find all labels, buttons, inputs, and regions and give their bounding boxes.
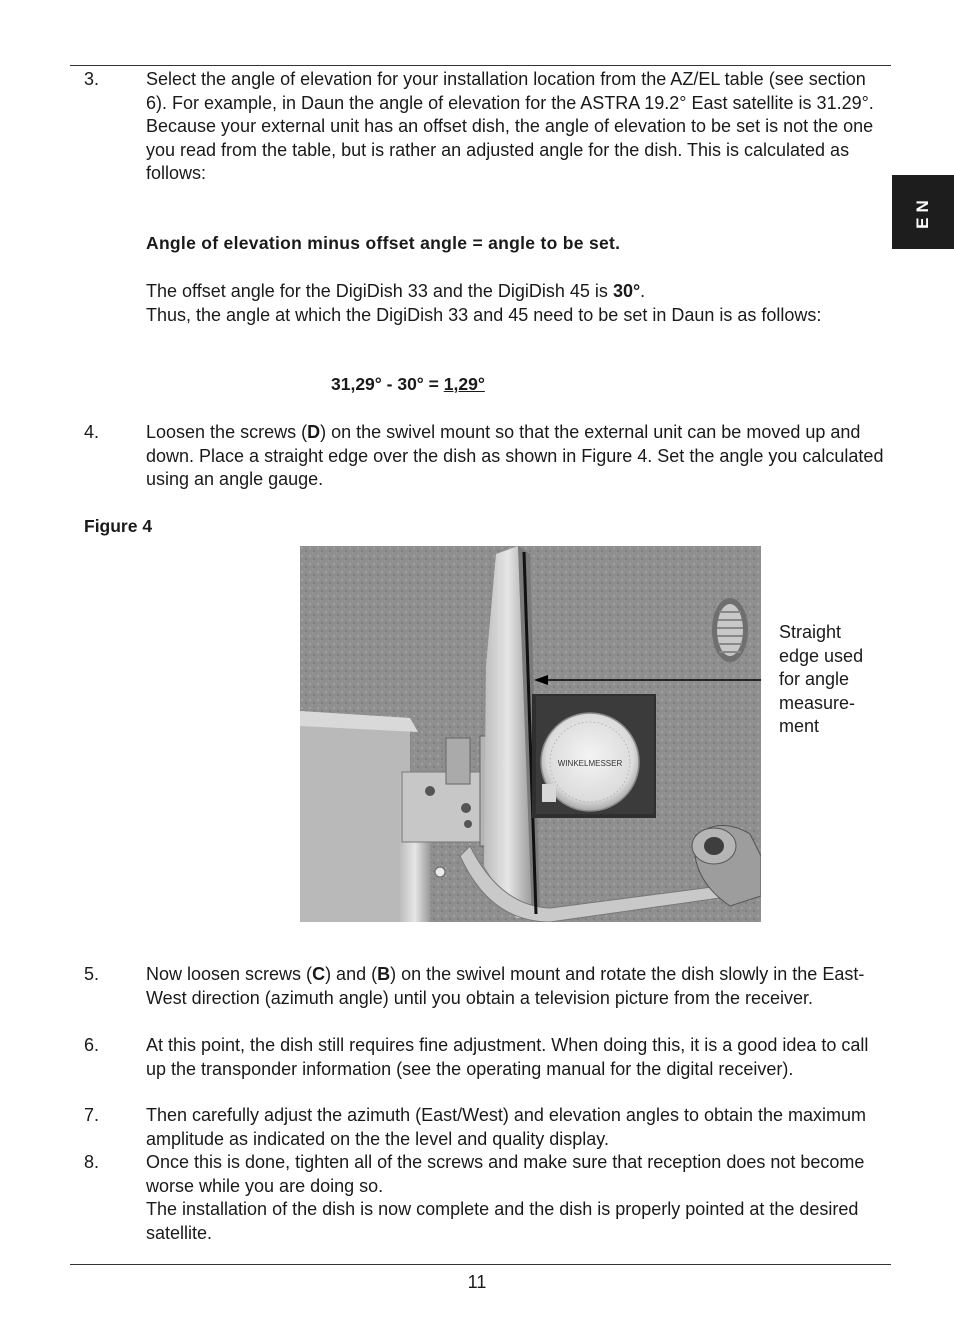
step-8-paragraph-1: Once this is done, tighten all of the screws and make sure that reception does not become worse while you are doing so.	[146, 1152, 865, 1196]
step-number: 6.	[84, 1035, 100, 1055]
step-6-paragraph: At this point, the dish still requires fine adjustment. When doing this, it is a good idea to call up the transponder information (see the operating manual for the digital receiver).	[146, 1035, 869, 1079]
gauge-label: WINKELMESSER	[557, 759, 623, 768]
calculation-expression: 31,29° - 30° =	[331, 374, 444, 394]
figure-4-photo	[300, 546, 761, 922]
caption-line: edge used	[779, 645, 864, 666]
elevation-formula: Angle of elevation minus offset angle = angle to be set.	[146, 233, 621, 253]
step-3-paragraph-2: Because your external unit has an offset dish, the angle of elevation to be set is not the one you read from the table, but is rather an adjusted angle for the dish. This is calculated as follows:	[146, 116, 874, 183]
step-8-paragraph-2: The installation of the dish is now complete and the dish is properly pointed at the desired satellite.	[146, 1199, 859, 1243]
step-6	[84, 1034, 884, 1081]
step-4-text-end: ) on the swivel mount so that the external unit can be moved up and down. Place a straight edge over the dish as shown in Figure 4. Set the angle you calculated using an angle gauge.	[146, 422, 884, 489]
caption-line: measure-	[779, 692, 856, 713]
caption-line: ment	[779, 716, 820, 736]
step-4-text: Loosen the screws (	[146, 422, 308, 442]
offset-angle-paragraph	[146, 280, 884, 304]
step-8	[84, 1151, 884, 1245]
vent-icon	[712, 598, 748, 662]
step-7-paragraph: Then carefully adjust the azimuth (East/West) and elevation angles to obtain the maximum amplitude as indicated on the the level and quality display.	[146, 1105, 867, 1149]
step-number: 5.	[84, 964, 100, 984]
offset-text-end: .	[640, 281, 646, 301]
step-number: 4.	[84, 422, 100, 442]
caption-line: Straight	[779, 622, 842, 642]
screw-b-label: B	[377, 964, 391, 984]
language-tab-label: EN	[913, 195, 932, 229]
step-5	[84, 963, 884, 1010]
step-4-paragraph	[146, 421, 884, 492]
offset-angle-text	[84, 280, 884, 327]
step-number: 3.	[84, 69, 100, 89]
screw-d-label: D	[307, 422, 321, 442]
step-number: 7.	[84, 1105, 100, 1125]
figure-caption	[779, 621, 889, 739]
offset-text: The offset angle for the DigiDish 33 and the DigiDish 45 is	[146, 281, 613, 301]
top-rule	[70, 65, 891, 66]
language-tab	[892, 175, 954, 249]
offset-angle-value: 30°	[612, 281, 641, 301]
step-5-paragraph	[146, 963, 884, 1010]
step-3-paragraph-1: Select the angle of elevation for your installation location from the AZ/EL table (see section 6). For example, in Daun the angle of elevation for the ASTRA 19.2° East satellite is 31.29°.	[146, 69, 874, 113]
caption-line: for angle	[779, 669, 850, 689]
angle-gauge	[532, 694, 656, 818]
step-3	[84, 68, 884, 186]
step-5-text-mid: ) and (	[325, 964, 378, 984]
page-number: 11	[467, 1272, 487, 1292]
step-7	[84, 1104, 884, 1151]
step-4	[84, 421, 884, 492]
step-5-text: Now loosen screws (	[146, 964, 313, 984]
bottom-rule	[70, 1264, 891, 1265]
angle-calculation	[331, 374, 485, 395]
daun-angle-paragraph: Thus, the angle at which the DigiDish 33 and 45 need to be set in Daun is as follows:	[146, 304, 822, 325]
step-5-text-end: ) on the swivel mount and rotate the dish slowly in the East-West direction (azimuth angle) until you obtain a television picture from the receiver.	[146, 964, 865, 1008]
figure-label: Figure 4	[84, 516, 153, 536]
screw-c-label: C	[312, 964, 326, 984]
calculation-result: 1,29°	[443, 374, 485, 394]
step-number: 8.	[84, 1152, 100, 1172]
